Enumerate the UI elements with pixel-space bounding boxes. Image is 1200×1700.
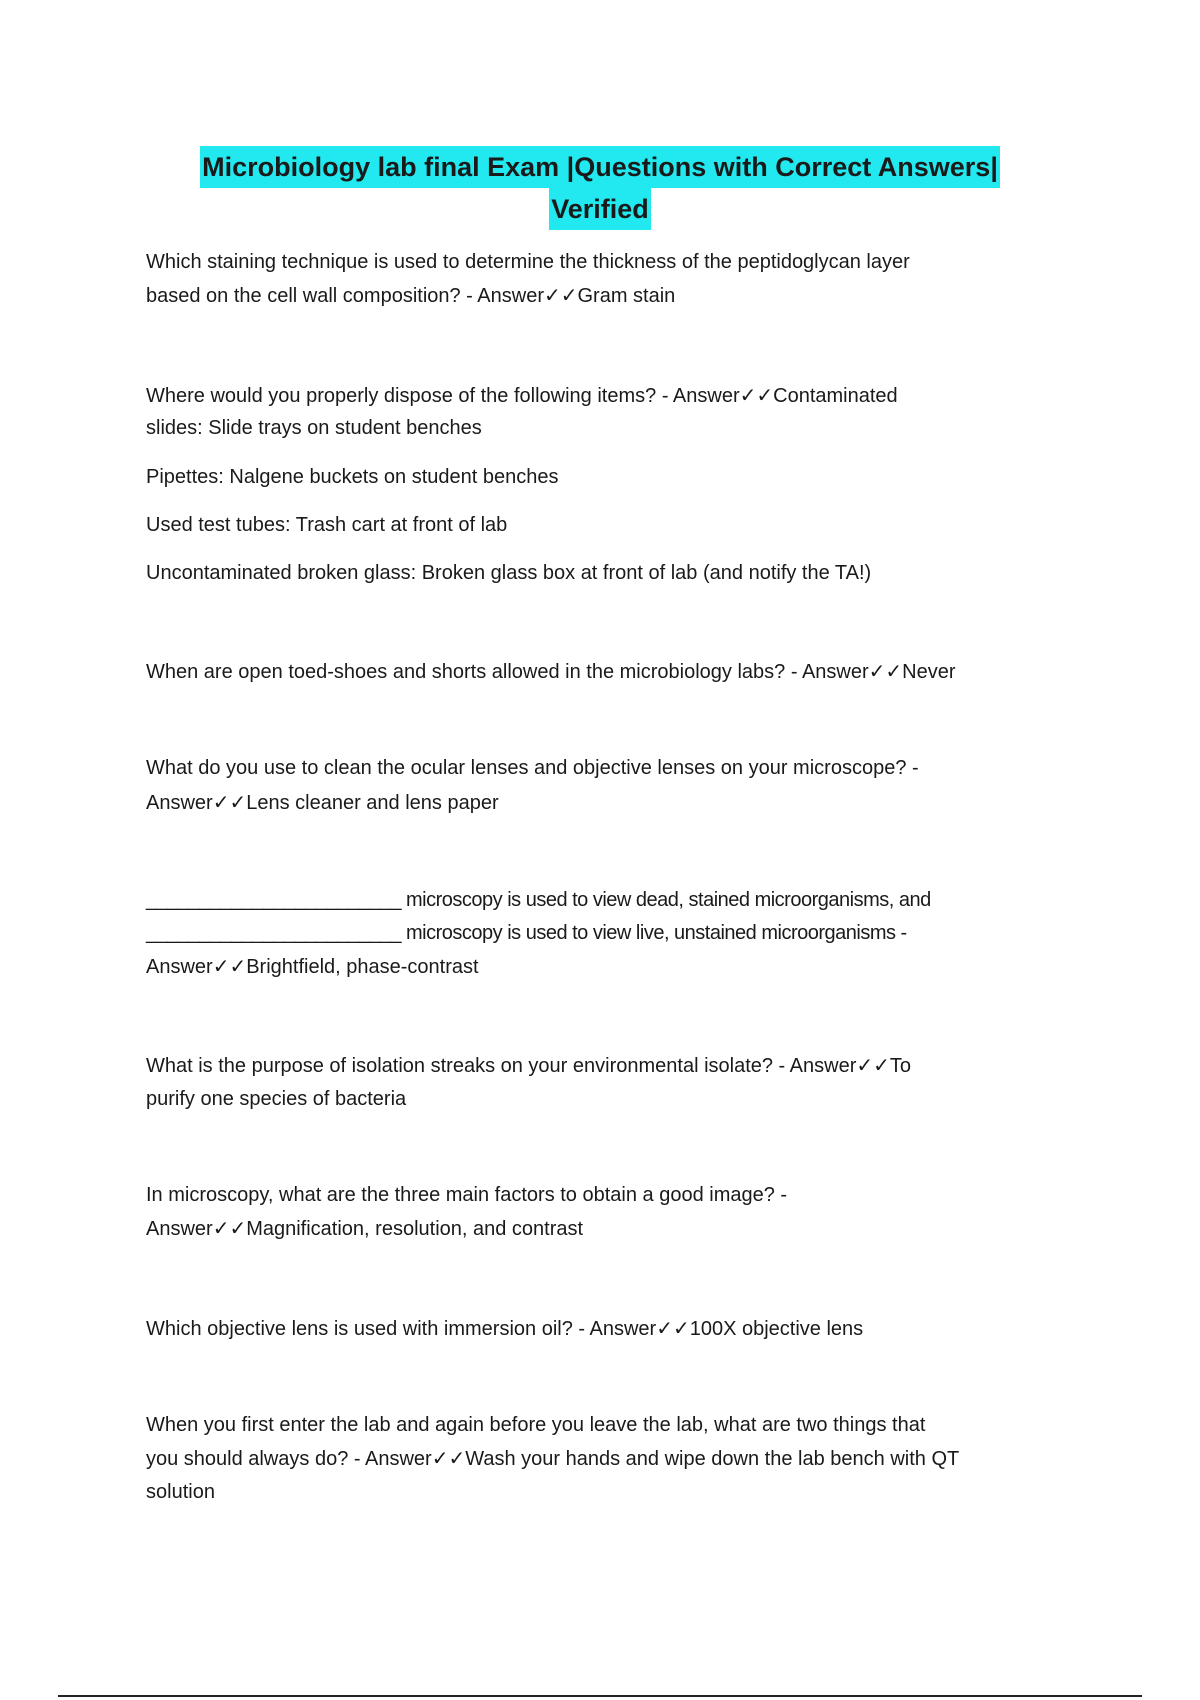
qa-9-line-2: you should always do? - Answer✓✓Wash your hands and wipe down the lab bench with QT [146,1448,960,1470]
footer-rule [58,1695,1142,1697]
document-title [0,146,1200,230]
qa-2-line-5: Uncontaminated broken glass: Broken glass box at front of lab (and notify the TA!) [146,562,872,584]
qa-9-line-3: solution [146,1481,215,1503]
qa-1-line-2: based on the cell wall composition? - Answer✓✓Gram stain [146,285,676,307]
qa-8-line-1: Which objective lens is used with immersion oil? - Answer✓✓100X objective lens [146,1318,864,1340]
qa-7-line-1: In microscopy, what are the three main factors to obtain a good image? - [146,1184,788,1206]
qa-3-line-1: When are open toed-shoes and shorts allowed in the microbiology labs? - Answer✓✓Never [146,661,956,683]
qa-5-line-2: ________________________ microscopy is used to view live, unstained microorganisms - [146,922,907,944]
qa-2-line-4: Used test tubes: Trash cart at front of lab [146,514,508,536]
title-line-2: Verified [549,188,651,230]
qa-4-line-2: Answer✓✓Lens cleaner and lens paper [146,792,499,814]
qa-6-line-1: What is the purpose of isolation streaks on your environmental isolate? - Answer✓✓To [146,1055,911,1077]
qa-4-line-1: What do you use to clean the ocular lenses and objective lenses on your microscope? - [146,757,919,779]
title-line-1: Microbiology lab final Exam |Questions with Correct Answers| [200,146,1000,188]
qa-5-line-1: ________________________ microscopy is used to view dead, stained microorganisms, and [146,889,931,911]
qa-5-line-3: Answer✓✓Brightfield, phase-contrast [146,956,479,978]
qa-1-line-1: Which staining technique is used to determine the thickness of the peptidoglycan layer [146,251,910,273]
qa-6-line-2: purify one species of bacteria [146,1088,407,1110]
qa-2-line-3: Pipettes: Nalgene buckets on student benches [146,466,559,488]
qa-2-line-1: Where would you properly dispose of the following items? - Answer✓✓Contaminated [146,385,898,407]
qa-9-line-1: When you first enter the lab and again before you leave the lab, what are two things that [146,1414,926,1436]
qa-2-line-2: slides: Slide trays on student benches [146,417,482,439]
qa-7-line-2: Answer✓✓Magnification, resolution, and contrast [146,1218,584,1240]
